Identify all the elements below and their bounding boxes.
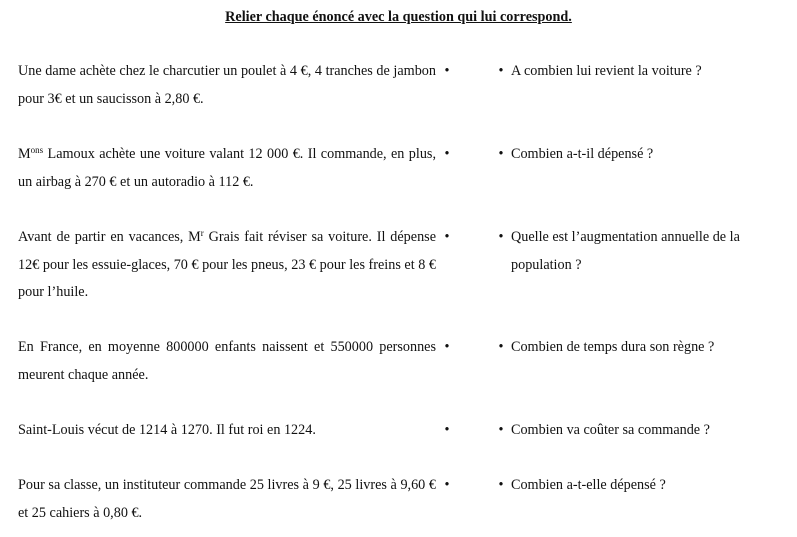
statement-3-bullet[interactable]: •: [444, 229, 450, 245]
question-1-bullet[interactable]: •: [498, 63, 504, 79]
question-1: [497, 58, 782, 86]
statement-5-text: Saint-Louis vécut de 1214 à 1270. Il fut roi en 1224.: [18, 422, 316, 438]
statement-4-bullet[interactable]: •: [444, 339, 450, 355]
statement-6: [18, 472, 436, 527]
question-6: [497, 472, 782, 500]
question-3: [497, 224, 782, 279]
question-5: [497, 417, 782, 445]
statement-6-text: Pour sa classe, un instituteur commande 25 livres à 9 €, 25 livres à 9,60 € et 25 cahiers à 0,80 €.: [18, 477, 436, 521]
statement-2-text: Lamoux achète une voiture valant 12 000 €. Il commande, en plus, un airbag à 270 € et un autoradio à 112 €.: [18, 146, 436, 190]
question-3-text: Quelle est l’augmentation annuelle de la population ?: [511, 229, 740, 273]
statement-3: [18, 224, 436, 307]
question-5-text: Combien va coûter sa commande ?: [511, 422, 710, 438]
question-4-text: Combien de temps dura son règne ?: [511, 339, 715, 355]
exercise-title: Relier chaque énoncé avec la question qui lui correspond.: [225, 9, 572, 25]
question-3-bullet[interactable]: •: [498, 229, 504, 245]
question-2-bullet[interactable]: •: [498, 146, 504, 162]
statement-5-bullet[interactable]: •: [444, 422, 450, 438]
question-6-text: Combien a-t-elle dépensé ?: [511, 477, 666, 493]
statement-2-prefix: M: [18, 146, 31, 162]
question-4-bullet[interactable]: •: [498, 339, 504, 355]
statement-2-bullet[interactable]: •: [444, 146, 450, 162]
statement-2: [18, 141, 436, 196]
question-2-text: Combien a-t-il dépensé ?: [511, 146, 654, 162]
question-1-text: A combien lui revient la voiture ?: [511, 63, 702, 79]
question-2: [497, 141, 782, 169]
statement-3-text: Grais fait réviser sa voiture. Il dépense 12€ pour les essuie-glaces, 70 € pour les pneus, 23 € pour les freins et 8 € pour l’huile.: [18, 229, 436, 300]
question-5-bullet[interactable]: •: [498, 422, 504, 438]
statement-1-bullet[interactable]: •: [444, 63, 450, 79]
statement-2-superscript: ons: [30, 145, 44, 155]
question-4: [497, 334, 782, 362]
statement-6-bullet[interactable]: •: [444, 477, 450, 493]
statement-1: [18, 58, 436, 113]
question-6-bullet[interactable]: •: [498, 477, 504, 493]
statement-3-superscript: r: [200, 228, 204, 238]
statement-5: [18, 417, 436, 445]
statement-4-text: En France, en moyenne 800000 enfants naissent et 550000 personnes meurent chaque année.: [18, 339, 436, 383]
statement-1-text: Une dame achète chez le charcutier un poulet à 4 €, 4 tranches de jambon pour 3€ et un saucisson à 2,80 €.: [18, 63, 436, 107]
statement-3-prefix: Avant de partir en vacances, M: [18, 229, 201, 245]
statement-4: [18, 334, 436, 389]
